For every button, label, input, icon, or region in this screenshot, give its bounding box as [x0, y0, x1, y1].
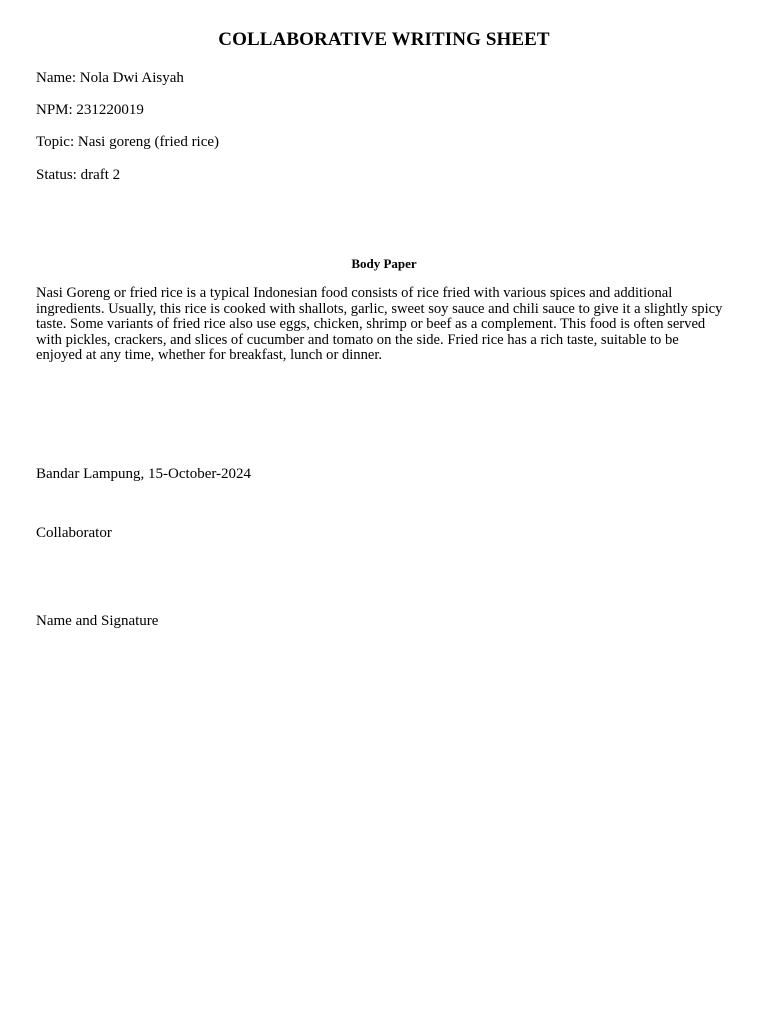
- page-title: COLLABORATIVE WRITING SHEET: [218, 29, 550, 50]
- signature-label: Name and Signature: [36, 613, 159, 629]
- place-date: Bandar Lampung, 15-October-2024: [36, 466, 252, 482]
- topic-field: Topic: Nasi goreng (fried rice): [36, 134, 220, 150]
- status-field: Status: draft 2: [36, 167, 121, 183]
- body-paper-heading: Body Paper: [351, 256, 417, 271]
- npm-field: NPM: 231220019: [36, 102, 144, 118]
- body-paragraph: Nasi Goreng or fried rice is a typical Indonesian food consists of rice fried with various spices and additional ingredients. Usually, this rice is cooked with shallots, garlic, sweet soy sauce and chili sauce to give it a slightly spicy taste. Some variants of fried rice also use eggs, chicken, shrimp or beef as a complement. This food is often served with pickles, crackers, and slices of cucumber and tomato on the side. Fried rice has a rich taste, suitable to be enjoyed at any time, whether for breakfast, lunch or dinner.: [36, 285, 723, 363]
- name-field: Name: Nola Dwi Aisyah: [36, 70, 184, 86]
- collaborator-label: Collaborator: [36, 525, 112, 541]
